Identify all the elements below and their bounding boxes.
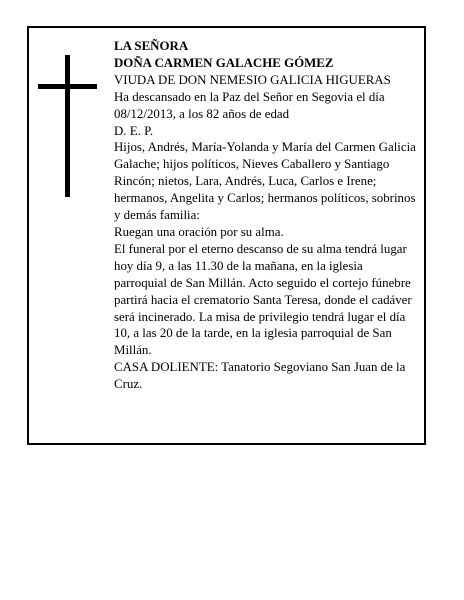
obituary-text	[114, 38, 418, 393]
heading: LA SEÑORA	[114, 39, 189, 53]
deceased-name: DOÑA CARMEN GALACHE GÓMEZ	[114, 55, 334, 70]
family-list: Hijos, Andrés, María-Yolanda y María del Carmen Galicia Galache; hijos políticos, Nieves Caballero y Santiago Rincón; nietos, Lara, Andrés, Luca, Carlos e Irene; hermanos, Angelita y Carlos; hermanos políticos, sobrinos y demás familia:	[114, 140, 416, 223]
mourning-house: CASA DOLIENTE: Tanatorio Segoviano San Juan de la Cruz.	[114, 360, 406, 392]
passed-away-statement: Ha descansado en la Paz del Señor en Segovia el día 08/12/2013, a los 82 años de edad	[114, 89, 385, 121]
cross-horizontal-bar	[38, 84, 97, 89]
rip-line: D. E. P.	[114, 123, 154, 138]
prayer-request: Ruegan una oración por su alma.	[114, 224, 284, 239]
cross-vertical-bar	[65, 55, 70, 197]
funeral-details: El funeral por el eterno descanso de su alma tendrá lugar hoy día 9, a las 11.30 de la mañana, en la iglesia parroquial de San Millán. Acto seguido el cortejo fúnebre partirá hacia el crematorio Santa Teresa, donde el cadáver será incinerado. La misa de privilegio tendrá lugar el día 10, a las 20 de la tarde, en la iglesia parroquial de San Millán.	[114, 241, 412, 358]
widow-line: VIUDA DE DON NEMESIO GALICIA HIGUERAS	[114, 72, 391, 87]
